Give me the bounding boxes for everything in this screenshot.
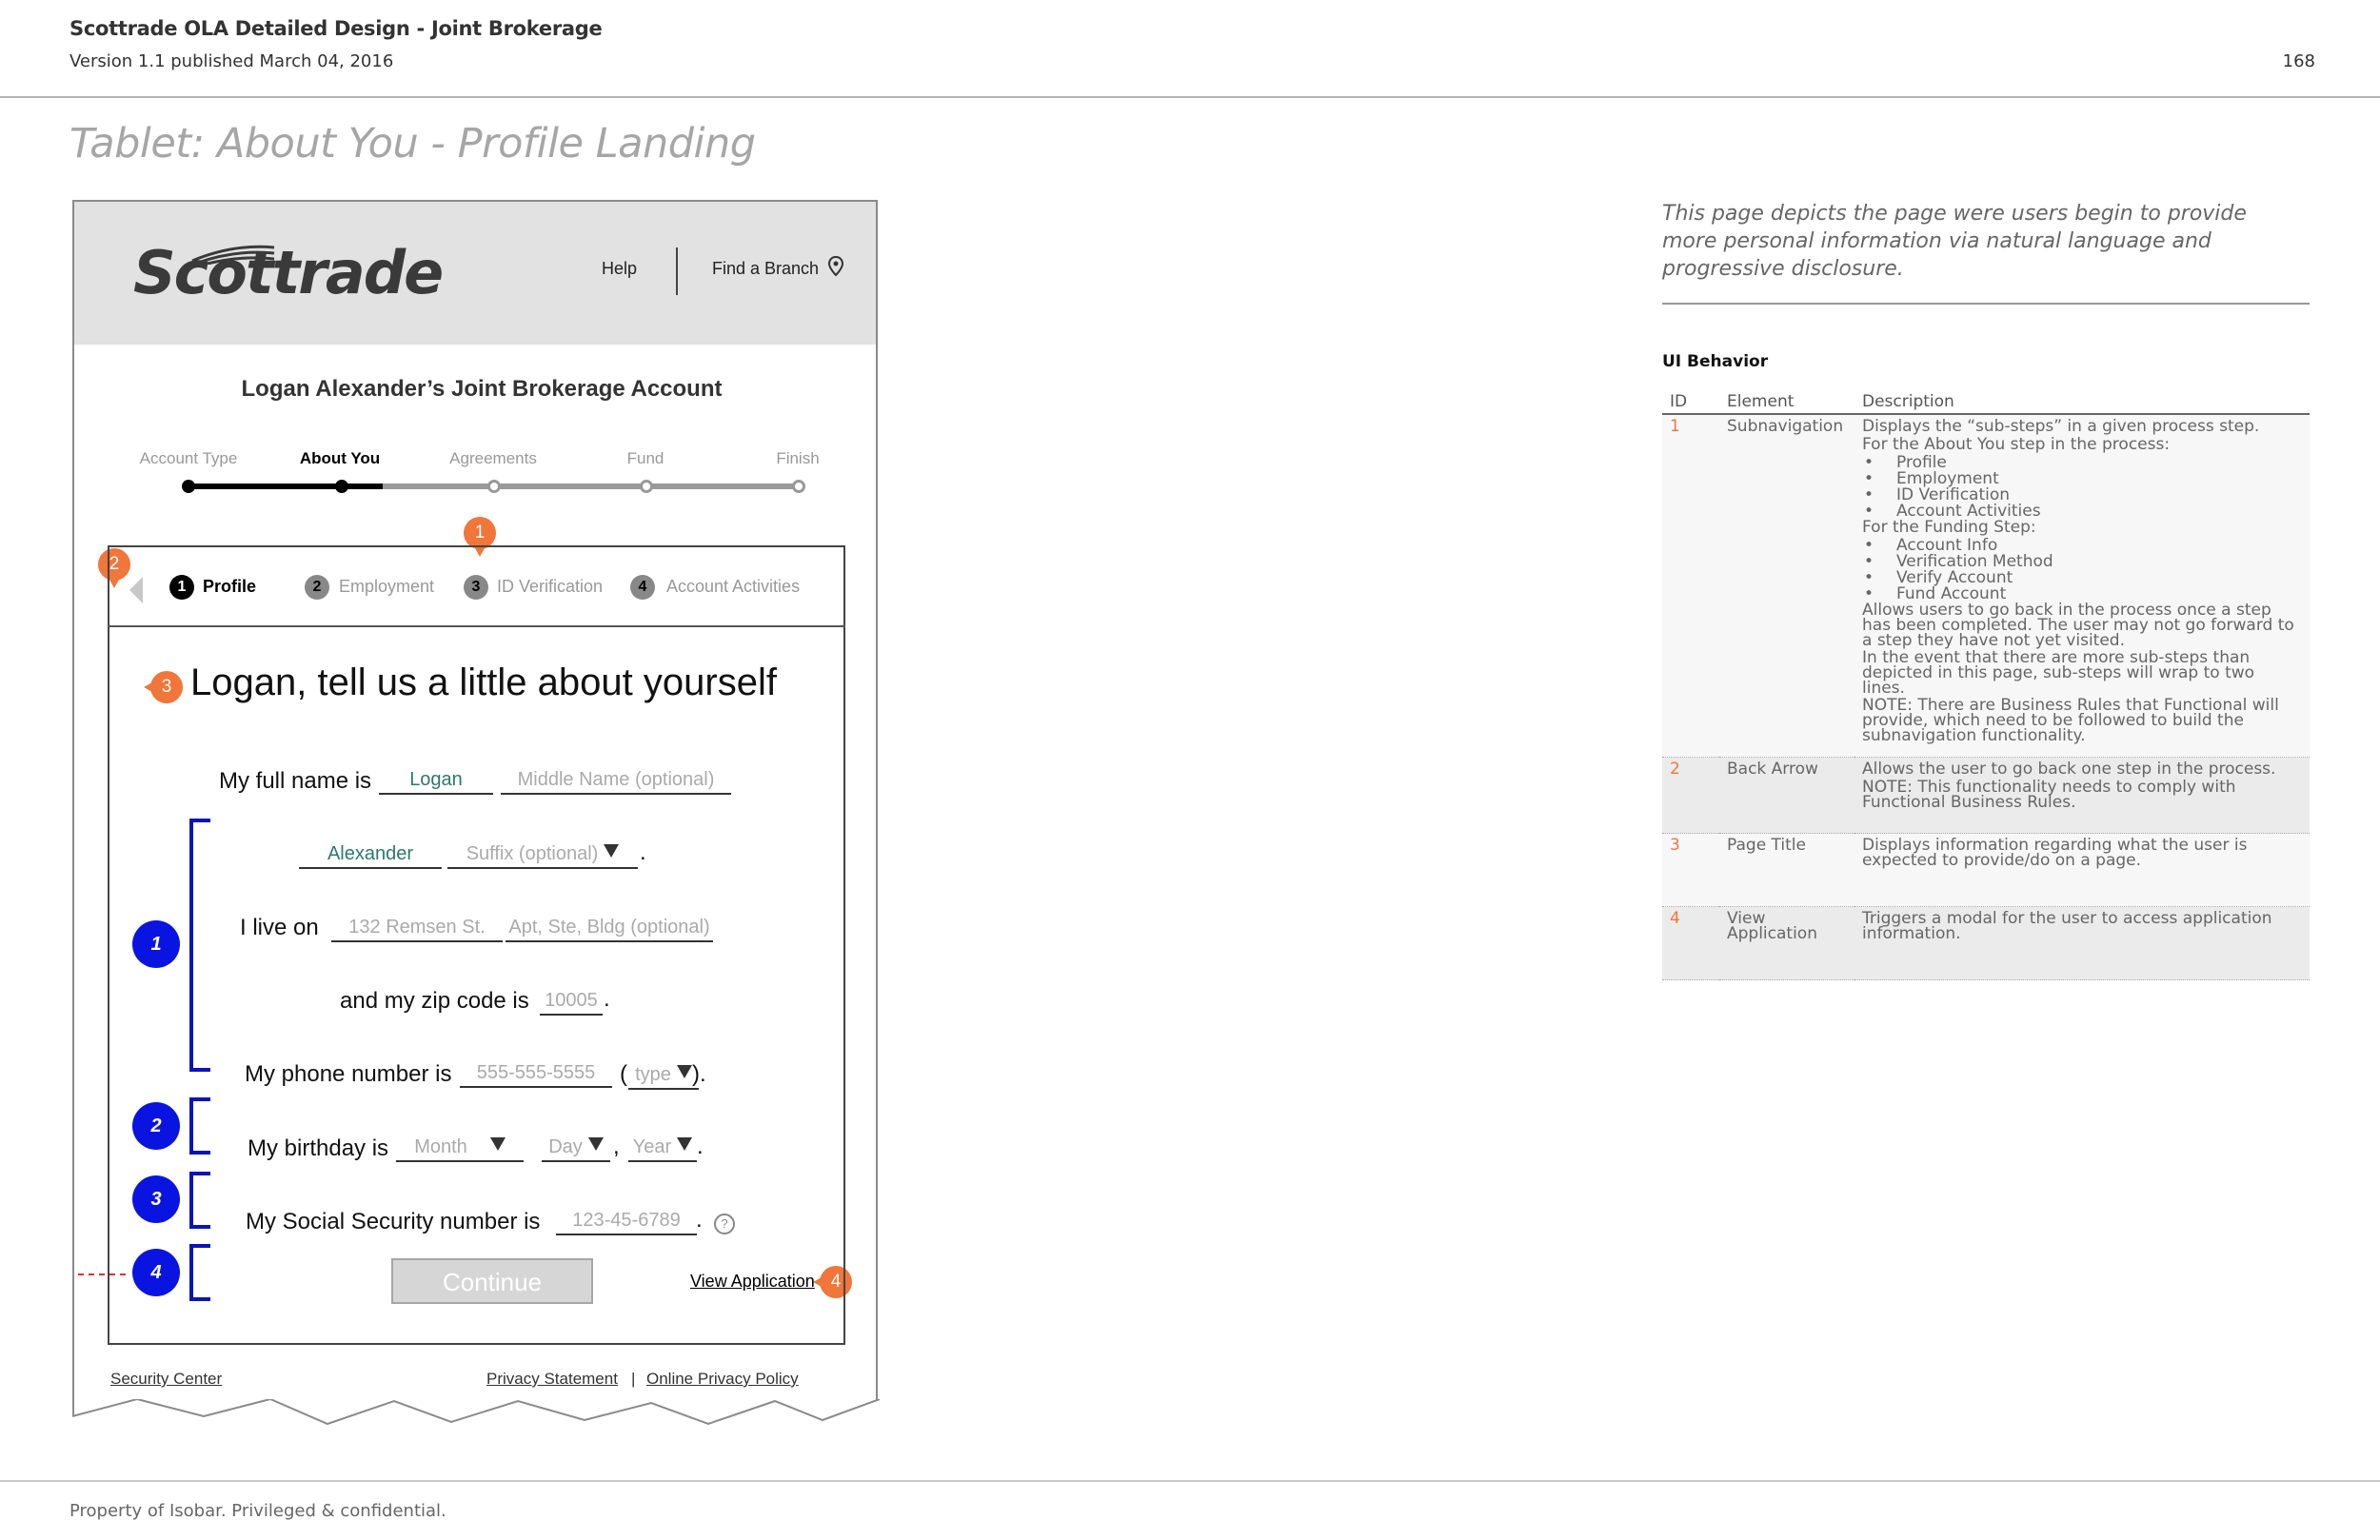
row-description: Triggers a modal for the user to access application information. [1854, 907, 2310, 980]
subnav-item-employment: Employment [339, 577, 435, 596]
scottrade-logo[interactable]: Scottrade [133, 238, 443, 307]
punctuation-period: . [640, 839, 646, 865]
progress-dot-agreements [487, 480, 501, 493]
suffix-select[interactable] [447, 843, 638, 869]
ssn-input[interactable]: 123-45-6789 [556, 1210, 697, 1235]
phone-type-select[interactable] [628, 1064, 699, 1090]
ui-behavior-table [1662, 388, 2310, 980]
zip-label: and my zip code is [340, 988, 529, 1014]
progress-step-agreements: Agreements [449, 449, 537, 467]
punctuation-close-paren: ). [692, 1061, 706, 1087]
punctuation-period: . [697, 1134, 704, 1159]
nav-divider [676, 247, 678, 295]
annotation-marker-4: 4 [132, 1249, 180, 1296]
phone-type-placeholder: type [635, 1064, 671, 1085]
list-item: • Account Info [1896, 538, 2302, 554]
progress-dot-account-type[interactable] [182, 480, 195, 493]
list-item: • Verification Method [1896, 554, 2302, 570]
annotation-bracket-2 [189, 1097, 210, 1155]
desc-paragraph: Allows the user to go back one step in the process. [1862, 760, 2276, 779]
page-description: This page depicts the page were users begin to provide more personal information via natural language and progressive disclosure. [1662, 202, 2247, 281]
row-element: View Application [1719, 907, 1854, 980]
footer-divider [0, 1480, 2380, 1482]
zip-input[interactable]: 10005 [540, 990, 603, 1016]
description-divider [1662, 303, 2310, 305]
progress-step-account-type: Account Type [139, 449, 238, 467]
page-heading: Tablet: About You - Profile Landing [69, 120, 756, 168]
subnav-step-number: 3 [464, 575, 488, 600]
annotation-bracket-4 [189, 1244, 210, 1301]
account-title: Logan Alexander’s Joint Brokerage Account [241, 376, 723, 402]
page-number: 168 [2282, 51, 2315, 71]
subnav-item-account-activities: Account Activities [666, 577, 801, 596]
security-center-link[interactable]: Security Center [110, 1370, 223, 1388]
list-item: • Employment [1896, 471, 2302, 487]
row-element: Page Title [1719, 834, 1854, 907]
subnav-item-profile[interactable]: Profile [203, 577, 257, 596]
progress-step-finish: Finish [776, 449, 820, 467]
street-input[interactable]: 132 Remsen St. [331, 917, 503, 942]
progress-step-fund: Fund [626, 449, 664, 467]
birthday-label: My birthday is [248, 1135, 389, 1161]
help-question-icon[interactable]: ? [714, 1214, 735, 1234]
location-pin-icon[interactable] [826, 255, 845, 278]
annotation-marker-2: 2 [132, 1102, 180, 1150]
middle-name-input[interactable]: Middle Name (optional) [501, 769, 731, 795]
subnav-divider [108, 625, 845, 627]
dropdown-triangle-icon [677, 1065, 692, 1078]
row-id: 2 [1662, 758, 1719, 834]
punctuation-period: . [696, 1207, 703, 1233]
suffix-placeholder: Suffix (optional) [466, 843, 599, 864]
row-description [1854, 758, 2310, 834]
punctuation-period: . [604, 986, 610, 1012]
subnav-step-number: 2 [305, 575, 329, 600]
table-row [1662, 907, 2310, 980]
document-version: Version 1.1 published March 04, 2016 [69, 51, 394, 71]
form-heading: Logan, tell us a little about yourself [190, 661, 777, 703]
annotation-bracket-3 [189, 1172, 210, 1229]
subnav-item-id-verification: ID Verification [497, 577, 604, 596]
ssn-label: My Social Security number is [246, 1209, 541, 1234]
dropdown-triangle-icon [588, 1137, 604, 1151]
about-substeps-list [1862, 455, 2302, 520]
progress-dot-fund [640, 480, 653, 493]
phone-input[interactable]: 555-555-5555 [460, 1062, 612, 1088]
list-item: • ID Verification [1896, 487, 2302, 503]
list-item: • Fund Account [1896, 586, 2302, 602]
callout-marker-4: 4 [820, 1266, 852, 1298]
birth-month-select[interactable] [396, 1136, 524, 1162]
document-title: Scottrade OLA Detailed Design - Joint Brokerage [69, 17, 603, 40]
desc-paragraph: For the Funding Step: [1862, 518, 2036, 537]
column-header-id: ID [1662, 388, 1719, 414]
subnav-step-number: 4 [630, 575, 655, 600]
apt-input[interactable]: Apt, Ste, Bldg (optional) [506, 917, 713, 942]
row-id: 3 [1662, 834, 1719, 907]
punctuation-comma: , [613, 1134, 620, 1159]
logo-swoosh-icon [190, 242, 276, 265]
subnav-step-number: 1 [169, 575, 194, 600]
month-placeholder: Month [414, 1136, 467, 1157]
table-row [1662, 758, 2310, 834]
desc-paragraph: Allows users to go back in the process once a step has been completed. The user may not go forward to a step they have not yet visited. [1862, 601, 2294, 650]
callout-marker-2: 2 [98, 548, 130, 581]
row-description [1854, 414, 2310, 758]
birth-year-select[interactable] [628, 1136, 697, 1162]
annotation-marker-3: 3 [132, 1175, 180, 1223]
list-item: • Profile [1896, 455, 2302, 471]
column-header-element: Element [1719, 388, 1854, 414]
header-divider [0, 96, 2380, 98]
last-name-input[interactable]: Alexander [299, 843, 442, 869]
callout-marker-1: 1 [464, 517, 496, 549]
row-element: Subnavigation [1719, 414, 1854, 758]
desc-paragraph: NOTE: There are Business Rules that Functional will provide, which need to be followed to build the subnavigation functionality. [1862, 696, 2279, 745]
row-id: 1 [1662, 414, 1719, 758]
list-item: • Verify Account [1896, 570, 2302, 586]
ui-behavior-heading: UI Behavior [1662, 352, 1769, 371]
progress-dot-about-you[interactable] [335, 480, 348, 493]
annotation-marker-1: 1 [132, 920, 180, 968]
find-branch-link[interactable]: Find a Branch [712, 259, 820, 278]
day-placeholder: Day [548, 1136, 583, 1157]
year-placeholder: Year [632, 1136, 672, 1157]
confidentiality-note: Property of Isobar. Privileged & confidential. [69, 1501, 446, 1521]
full-name-label: My full name is [219, 768, 372, 794]
row-element: Back Arrow [1719, 758, 1854, 834]
dropdown-triangle-icon [604, 844, 619, 858]
row-id: 4 [1662, 907, 1719, 980]
birth-day-select[interactable] [542, 1136, 610, 1162]
back-arrow-icon[interactable] [129, 577, 143, 603]
online-privacy-policy-link[interactable]: Online Privacy Policy [646, 1370, 799, 1388]
view-application-link[interactable]: View Application [690, 1272, 815, 1291]
footer-separator: | [631, 1370, 636, 1388]
table-header-row [1662, 388, 2310, 414]
desc-paragraph: NOTE: This functionality needs to comply with Functional Business Rules. [1862, 778, 2236, 812]
progress-track-completed [188, 484, 383, 489]
annotation-bracket-1 [189, 819, 210, 1072]
column-header-description: Description [1854, 388, 2310, 414]
punctuation-open-paren: ( [620, 1061, 627, 1087]
funding-substeps-list [1862, 538, 2302, 602]
live-on-label: I live on [240, 915, 319, 940]
dropdown-triangle-icon [490, 1137, 506, 1151]
row-description: Displays information regarding what the user is expected to provide/do on a page. [1854, 834, 2310, 907]
phone-label: My phone number is [245, 1061, 452, 1087]
desc-paragraph: In the event that there are more sub-steps than depicted in this page, sub-steps will wrap to two lines. [1862, 648, 2255, 698]
desc-paragraph: For the About You step in the process: [1862, 435, 2171, 454]
progress-dot-finish [792, 480, 805, 493]
torn-edge-decoration [70, 1399, 882, 1437]
list-item: • Account Activities [1896, 503, 2302, 520]
annotation-dashed-line [78, 1273, 126, 1275]
continue-button[interactable]: Continue [391, 1258, 593, 1304]
table-row [1662, 414, 2310, 758]
privacy-statement-link[interactable]: Privacy Statement [486, 1370, 618, 1388]
help-link[interactable]: Help [602, 259, 638, 278]
dropdown-triangle-icon [677, 1137, 692, 1151]
progress-step-about-you: About You [299, 449, 381, 467]
table-row [1662, 834, 2310, 907]
desc-paragraph: Displays the “sub-steps” in a given process step. [1862, 417, 2260, 436]
first-name-input[interactable]: Logan [379, 769, 493, 795]
callout-marker-3: 3 [150, 671, 183, 703]
